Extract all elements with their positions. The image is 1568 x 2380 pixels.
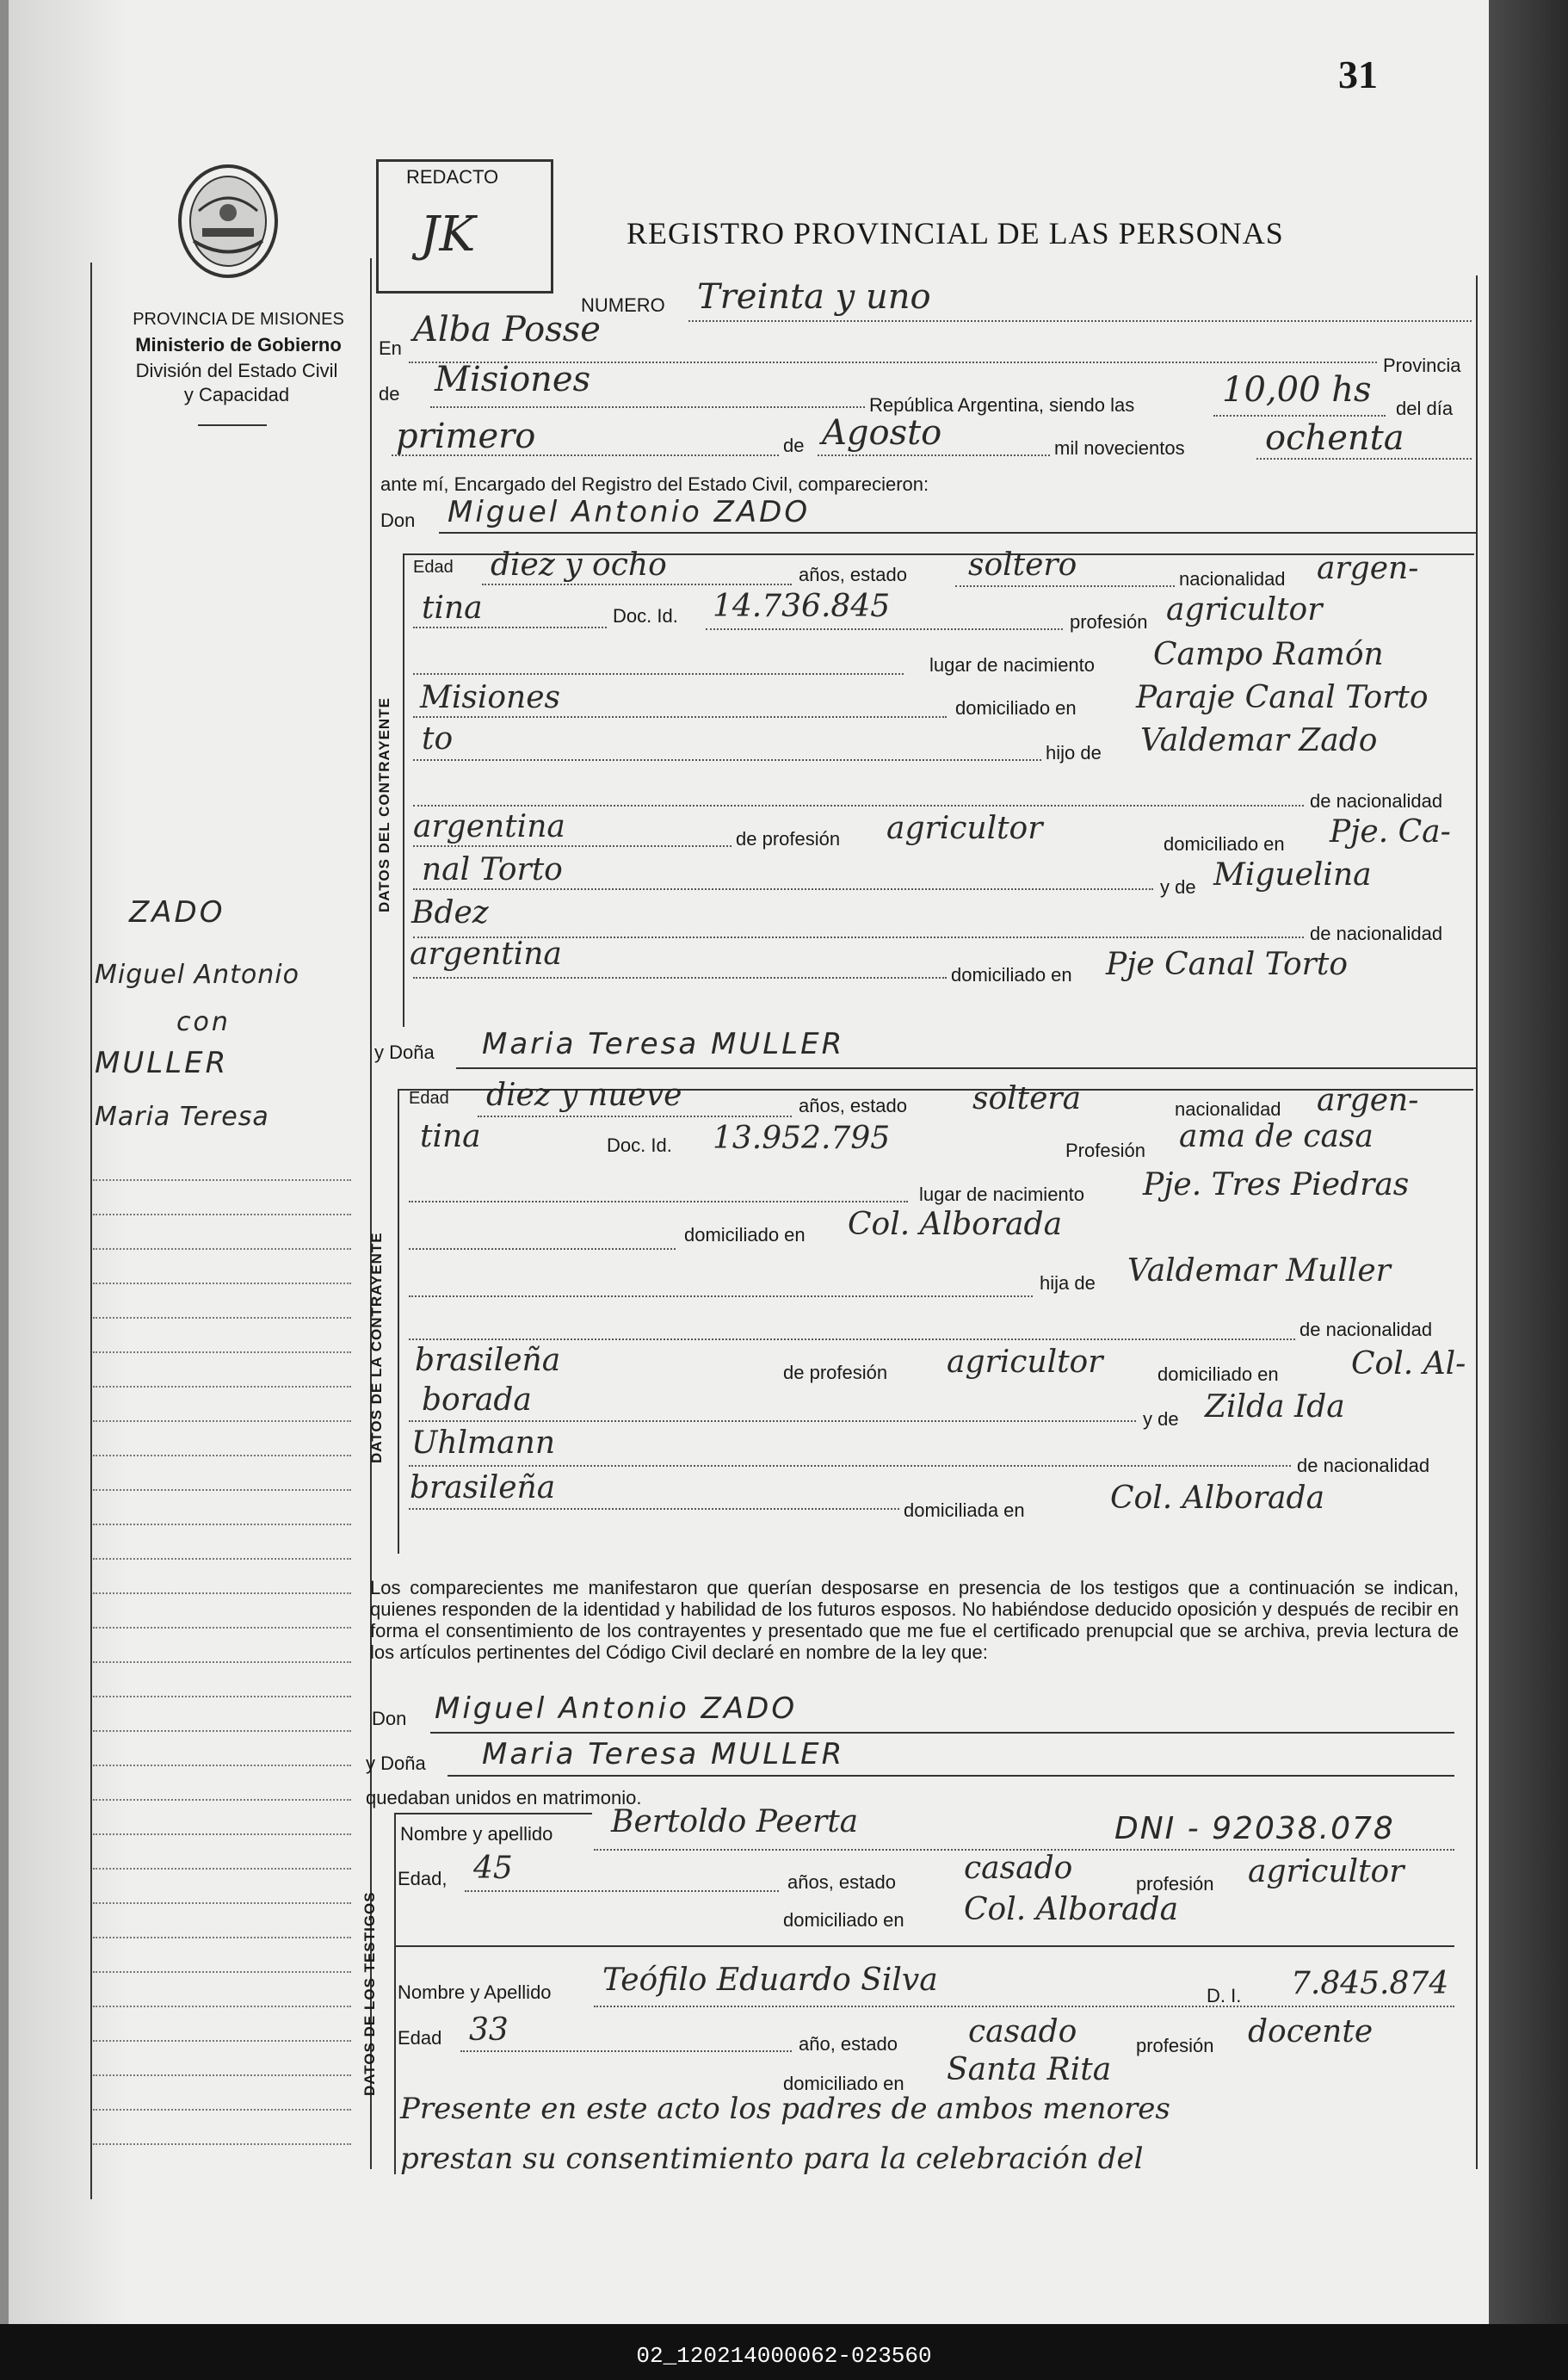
hora-line: [1213, 415, 1386, 417]
en-label: En: [379, 337, 402, 359]
edad-label-2: Edad: [409, 1089, 449, 1108]
don-final-line: [430, 1732, 1454, 1734]
consent-note-line-2: prestan su consentimiento para la celebración del: [400, 2142, 1144, 2176]
margin-note-con: con: [176, 1007, 231, 1037]
t2-prof-value: docente: [1248, 2014, 1374, 2049]
domiciliado-en-label-7: domiciliado en: [783, 2073, 904, 2094]
padre2-dom-a-value: Col. Al-: [1351, 1346, 1466, 1382]
domiciliado-en-label-2: domiciliado en: [1164, 833, 1285, 855]
contrayenta-block-border: [398, 1089, 399, 1554]
t1-edad-line: [465, 1890, 779, 1892]
de-profesion-label: de profesión: [736, 828, 841, 850]
don-final-label: Don: [372, 1708, 407, 1729]
hijo-de-label: hijo de: [1046, 742, 1102, 763]
don-final-value: Miguel Antonio ZADO: [435, 1691, 798, 1726]
contrayenta-side-label: DATOS DE LA CONTRAYENTE: [368, 1232, 385, 1463]
madre2-dom-value: Col. Alborada: [1110, 1481, 1325, 1516]
divider: [198, 424, 267, 426]
mil-label: mil novecientos: [1054, 437, 1185, 459]
estado1-line: [955, 585, 1175, 587]
padre1-dom-line: [413, 888, 1153, 890]
page-number: 31: [1338, 53, 1378, 96]
de-nacionalidad-label-3: de nacionalidad: [1299, 1319, 1433, 1340]
padre1-extra-line: [413, 805, 1304, 807]
estado2-value: soltera: [972, 1081, 1082, 1116]
t1-dom-value: Col. Alborada: [964, 1892, 1179, 1927]
lugar-nac-label-2: lugar de nacimiento: [919, 1184, 1085, 1205]
dom2-pre-line: [409, 1248, 676, 1250]
numero-line: [688, 320, 1472, 322]
mes-value: Agosto: [822, 413, 942, 453]
madre2-value: Zilda Ida: [1205, 1389, 1345, 1425]
de-nacionalidad-label-4: de nacionalidad: [1297, 1455, 1430, 1476]
book-edge: [1489, 0, 1568, 2324]
anio-line: [1256, 458, 1472, 460]
de-profesion-label-2: de profesión: [783, 1362, 888, 1383]
padre2-nac-value: brasileña: [415, 1343, 561, 1378]
t1-estado-value: casado: [964, 1851, 1073, 1886]
don-value: Miguel Antonio ZADO: [448, 495, 811, 529]
provincial-seal-icon: [168, 159, 288, 288]
lugar2-pre-line: [409, 1201, 908, 1202]
mes-line: [818, 454, 1050, 456]
padre1-nac-line: [413, 845, 732, 847]
numero-label: NUMERO: [581, 294, 665, 316]
image-id: 02_120214000062-023560: [636, 2343, 932, 2369]
record-page: [9, 0, 1489, 2324]
y-de-label: y de: [1160, 876, 1196, 898]
doc-id-label: Doc. Id.: [613, 605, 678, 627]
t2-estado-value: casado: [968, 2014, 1077, 2049]
dom1a-value: Paraje Canal Torto: [1136, 680, 1429, 715]
redacto-initials: JK: [420, 207, 476, 263]
dona-line: [456, 1067, 1476, 1069]
anos-estado-label: años, estado: [799, 564, 907, 585]
lugar1a-value: Campo Ramón: [1153, 637, 1384, 672]
y-de-label-2: y de: [1143, 1408, 1179, 1430]
edad-label: Edad: [413, 558, 454, 577]
padre1-dom-b-value: nal Torto: [422, 852, 563, 887]
madre2b-value: Uhlmann: [411, 1425, 556, 1461]
prof1-value: agricultor: [1166, 592, 1323, 627]
form-right-border: [1476, 275, 1478, 2169]
padre1-prof-value: agricultor: [886, 811, 1043, 846]
madre2-nac-value: brasileña: [410, 1470, 556, 1505]
madre1b-value: Bdez: [411, 895, 489, 930]
y-dona-final-label: y Doña: [366, 1753, 426, 1774]
numero-value: Treinta y uno: [697, 277, 931, 317]
ano-estado-label: año, estado: [799, 2033, 898, 2055]
padre2-extra-line: [409, 1338, 1295, 1340]
madre2-line: [409, 1465, 1291, 1467]
declaration-paragraph: Los comparecientes me manifestaron que querían desposarse en presencia de los testigos que a continuación se indican, quienes responden de la identidad y habilidad de los futuros esposos. No habiéndose deducido oposición y después de recibir en forma el consentimiento de los contrayentes y presentado que me fue el certificado prenupcial que se archiva, previa lectura de los artículos pertinentes del Código Civil declaré en nombre de la ley que:: [370, 1577, 1459, 1663]
dona-final-line: [448, 1775, 1454, 1777]
margin-note-surname-2: MULLER: [95, 1046, 229, 1080]
padre2-value: Valdemar Muller: [1127, 1253, 1391, 1289]
domiciliado-en-label-4: domiciliado en: [684, 1224, 806, 1246]
don-line: [439, 532, 1476, 534]
doc-id-label-2: Doc. Id.: [607, 1134, 672, 1156]
page-title: REGISTRO PROVINCIAL DE LAS PERSONAS: [627, 216, 1284, 250]
provincia-label: Provincia: [1383, 355, 1461, 376]
contrayente-side-label: DATOS DEL CONTRAYENTE: [376, 697, 392, 912]
t2-dom-value: Santa Rita: [947, 2052, 1112, 2087]
t1-nombre-value: Bertoldo Peerta: [611, 1804, 859, 1839]
padre2-dom-b-value: borada: [422, 1382, 532, 1418]
lugar-nac-label: lugar de nacimiento: [929, 654, 1096, 676]
contrayente-block-border: [403, 553, 404, 1027]
nombre-apellido-label-2: Nombre y Apellido: [398, 1981, 552, 2003]
witness-separator: [396, 1945, 1454, 1947]
form-left-border: [370, 258, 372, 2169]
domiciliado-label: domiciliado en: [955, 697, 1077, 719]
y-dona-label: y Doña: [374, 1042, 435, 1063]
lugar1b-line: [413, 716, 947, 718]
dia-line: [392, 454, 779, 456]
padre1-value: Valdemar Zado: [1140, 723, 1378, 758]
nacionalidad-label: nacionalidad: [1179, 568, 1286, 590]
edad2-line: [478, 1116, 792, 1117]
republica-label: República Argentina, siendo las: [869, 394, 1135, 416]
edad-comma-label: Edad,: [398, 1868, 448, 1889]
t2-edad-value: 33: [469, 2012, 509, 2048]
lugar1-pre-line: [413, 673, 904, 675]
domiciliado-en-label-6: domiciliado en: [783, 1909, 904, 1931]
t1-edad-value: 45: [473, 1851, 513, 1886]
redacto-label: REDACTO: [406, 166, 499, 188]
dona-value: Maria Teresa MULLER: [482, 1027, 845, 1061]
dona-final-value: Maria Teresa MULLER: [482, 1737, 845, 1771]
nacionalidad-label-2: nacionalidad: [1175, 1098, 1281, 1120]
province-label: PROVINCIA DE MISIONES: [133, 310, 344, 329]
madre2-nac-line: [409, 1508, 899, 1510]
margin-note-surname: ZADO: [129, 895, 225, 930]
testigos-top-line: [394, 1813, 592, 1814]
division-label: División del Estado Civil: [135, 360, 338, 381]
padre1-nac-value: argentina: [413, 809, 565, 844]
dia-value: primero: [396, 417, 536, 456]
testigos-block-border: [394, 1813, 396, 2174]
hija-de-label: hija de: [1040, 1272, 1096, 1294]
edad2-value: diez y nueve: [486, 1078, 682, 1113]
di-label: D. I.: [1207, 1985, 1242, 2006]
doc1-line: [706, 628, 1063, 630]
profesion-label: profesión: [1070, 611, 1148, 633]
lugar2-value: Pje. Tres Piedras: [1143, 1167, 1410, 1202]
doc1-value: 14.736.845: [713, 589, 891, 624]
t2-edad-line: [460, 2050, 792, 2052]
hora-value: 10,00 hs: [1222, 370, 1372, 410]
de-line: [430, 406, 865, 408]
nombre-apellido-label: Nombre y apellido: [400, 1823, 553, 1845]
doc2-value: 13.952.795: [713, 1121, 891, 1156]
profesion-label-4: profesión: [1136, 2035, 1214, 2056]
quedaban-label: quedaban unidos en matrimonio.: [366, 1787, 642, 1808]
dom1b-line: [413, 759, 1041, 761]
estado1-value: soltero: [968, 547, 1077, 583]
edad-label-3: Edad: [398, 2027, 442, 2049]
profesion-label-2: Profesión: [1065, 1140, 1145, 1161]
de-month-label: de: [783, 435, 805, 456]
t2-nombre-line: [594, 2006, 1454, 2007]
division-label-2: y Capacidad: [183, 384, 290, 405]
edad1-value: diez y ocho: [491, 547, 667, 583]
nac1a-value: argen-: [1317, 551, 1419, 586]
margin-note-name-2: Maria Teresa: [95, 1102, 269, 1132]
ministry-label: Ministerio de Gobierno: [135, 334, 342, 355]
de-nacionalidad-label-2: de nacionalidad: [1310, 923, 1443, 944]
prof2-value: ama de casa: [1179, 1119, 1374, 1154]
dom2-value: Col. Alborada: [848, 1207, 1063, 1242]
lugar1b-value: Misiones: [420, 680, 561, 715]
padre2-pre-line: [409, 1295, 1033, 1297]
de-label: de: [379, 383, 400, 405]
nac1b-value: tina: [422, 590, 483, 626]
de-nacionalidad-label: de nacionalidad: [1310, 790, 1443, 812]
consent-note-line-1: Presente en este acto los padres de ambos menores: [400, 2092, 1170, 2126]
margin-line: [90, 263, 92, 2199]
madre1a-value: Miguelina: [1213, 857, 1372, 893]
padre2-prof-value: agricultor: [947, 1345, 1103, 1380]
margin-note-name: Miguel Antonio: [95, 960, 299, 990]
anos-estado-label-3: años, estado: [787, 1871, 896, 1893]
domiciliado-en-label-5: domiciliado en: [1157, 1363, 1279, 1385]
padre1-dom-a-value: Pje. Ca-: [1330, 814, 1451, 850]
anos-estado-label-2: años, estado: [799, 1095, 907, 1116]
anio-value: ochenta: [1265, 418, 1404, 458]
ante-label: ante mí, Encargado del Registro del Estado Civil, comparecieron:: [380, 473, 929, 495]
t2-nombre-value: Teófilo Eduardo Silva: [602, 1963, 938, 1998]
en-value: Alba Posse: [413, 310, 601, 349]
de-value: Misiones: [435, 360, 591, 399]
padre2-dom-line: [409, 1420, 1136, 1422]
nac2a-value: argen-: [1317, 1083, 1419, 1118]
t1-prof-value: agricultor: [1248, 1854, 1404, 1889]
edad1-line: [482, 584, 792, 585]
del-dia-label: del día: [1396, 398, 1454, 419]
t2-di-value: 7.845.874: [1291, 1966, 1449, 2001]
nac1b-line: [413, 627, 607, 628]
madre1-nac-line: [413, 977, 947, 979]
madre1-dom-value: Pje Canal Torto: [1106, 947, 1348, 982]
domiciliado-en-label-3: domiciliado en: [951, 964, 1072, 986]
profesion-label-3: profesión: [1136, 1873, 1214, 1895]
testigos-side-label: DATOS DE LOS TESTIGOS: [361, 1891, 378, 2096]
madre1-nac-value: argentina: [410, 937, 562, 972]
nac2b-value: tina: [420, 1119, 481, 1154]
don-label: Don: [380, 510, 416, 531]
domiciliada-en-label: domiciliada en: [904, 1499, 1025, 1521]
t1-di-value: DNI - 92038.078: [1114, 1811, 1395, 1846]
dom1b-value: to: [422, 721, 454, 757]
